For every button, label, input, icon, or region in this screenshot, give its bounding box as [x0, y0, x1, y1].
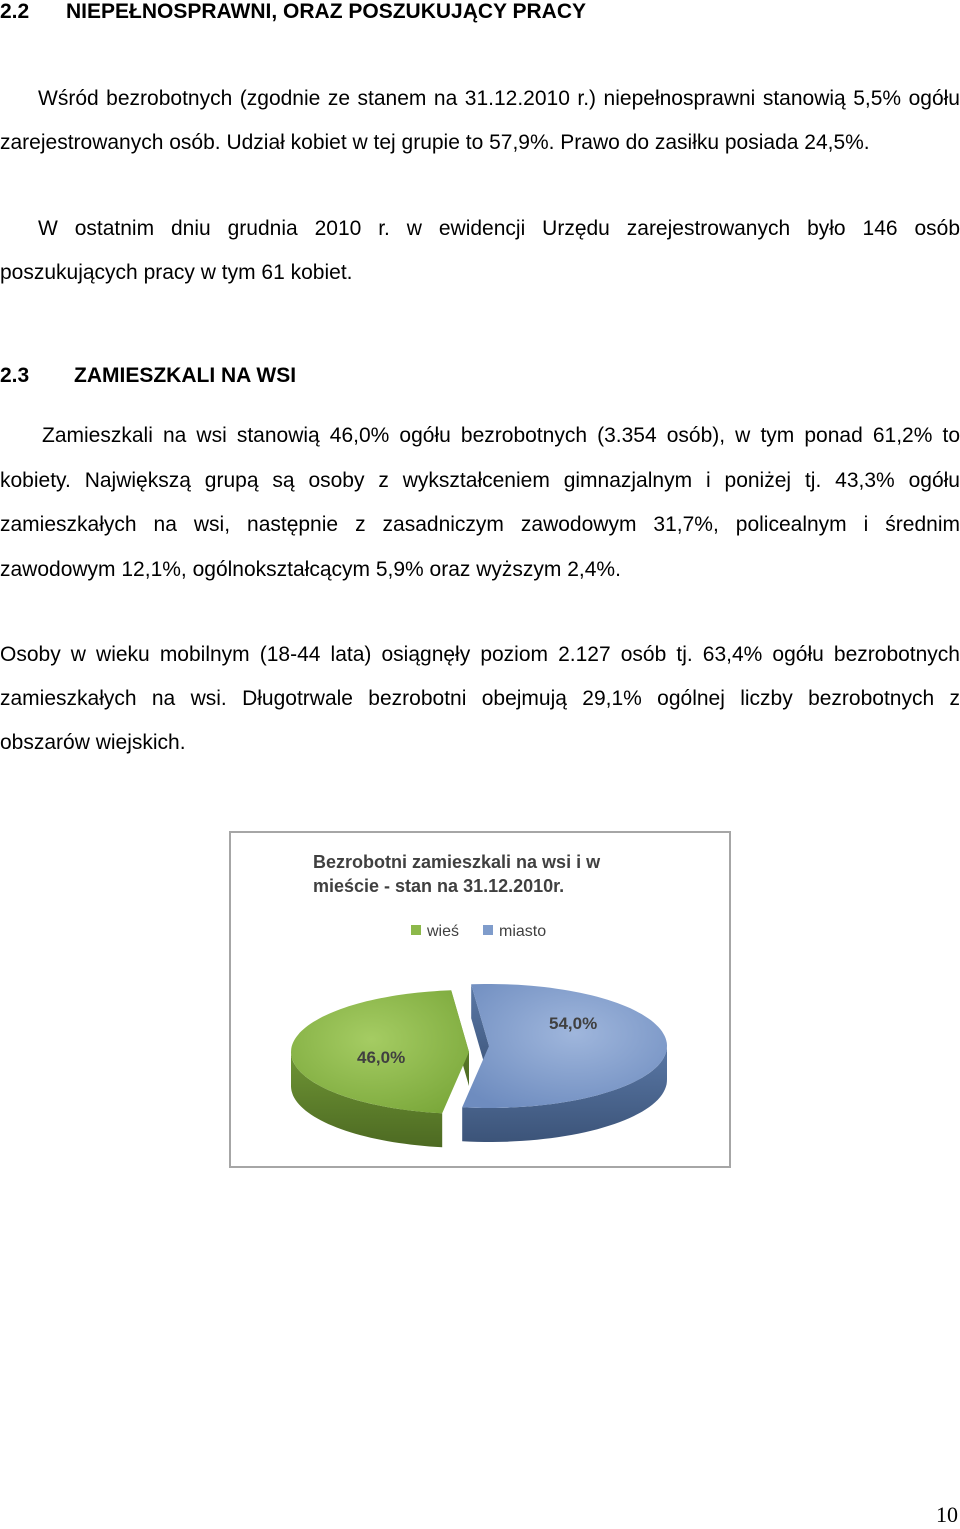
data-label-wies: 46,0% [357, 1048, 406, 1067]
section-heading-2-3 [0, 364, 296, 388]
paragraph-mobile-age: Osoby w wieku mobilnym (18-44 lata) osiągnęły poziom 2.127 osób tj. 63,4% ogółu bezrobotnych zamieszkałych na wsi. Długotrwale bezrobotni obejmują 29,1% ogólnej liczby bezrobotnych z obszarów wiejskich. [0, 643, 960, 754]
paragraph-job-seekers: W ostatnim dniu grudnia 2010 r. w ewidencji Urzędu zarejestrowanych było 146 osób poszukujących pracy w tym 61 kobiet. [0, 217, 960, 284]
section-title: NIEPEŁNOSPRAWNI, ORAZ POSZUKUJĄCY PRACY [66, 0, 587, 23]
pie-chart-frame [229, 831, 731, 1168]
legend-swatch-wies [411, 925, 421, 935]
data-label-miasto: 54,0% [549, 1014, 598, 1033]
section-number: 2.3 [0, 364, 30, 387]
section-title: ZAMIESZKALI NA WSI [74, 364, 297, 387]
paragraph-rural-residents: Zamieszkali na wsi stanowią 46,0% ogółu bezrobotnych (3.354 osób), w tym ponad 61,2% to kobiety. Największą grupą są osoby z wykształceniem gimnazjalnym i poniżej tj. 43,3% ogółu zamieszkałych na wsi, następnie z zasadniczym zawodowym 31,7%, policealnym i średnim zawodowym 12,1%, ogólnokształcącym 5,9% oraz wyższym 2,4%. [0, 424, 960, 581]
legend-label-miasto: miasto [499, 923, 547, 940]
pie-slice-miasto [462, 984, 667, 1142]
legend-label-wies: wieś [427, 923, 460, 940]
chart-title-line-2: mieście - stan na 31.12.2010r. [313, 876, 565, 896]
pie-chart [231, 833, 729, 1166]
pie-slice-wies [291, 990, 469, 1147]
section-heading-2-2 [0, 0, 586, 24]
chart-legend [411, 923, 546, 940]
section-number: 2.2 [0, 0, 30, 23]
page-number: 10 [936, 1502, 958, 1527]
chart-title-line-1: Bezrobotni zamieszkali na wsi i w [313, 852, 601, 872]
paragraph-disabled: Wśród bezrobotnych (zgodnie ze stanem na 31.12.2010 r.) niepełnosprawni stanowią 5,5% ogółu zarejestrowanych osób. Udział kobiet w tej grupie to 57,9%. Prawo do zasiłku posiada 24,5%. [0, 87, 960, 154]
legend-swatch-miasto [483, 925, 493, 935]
pie-slices [291, 984, 667, 1147]
